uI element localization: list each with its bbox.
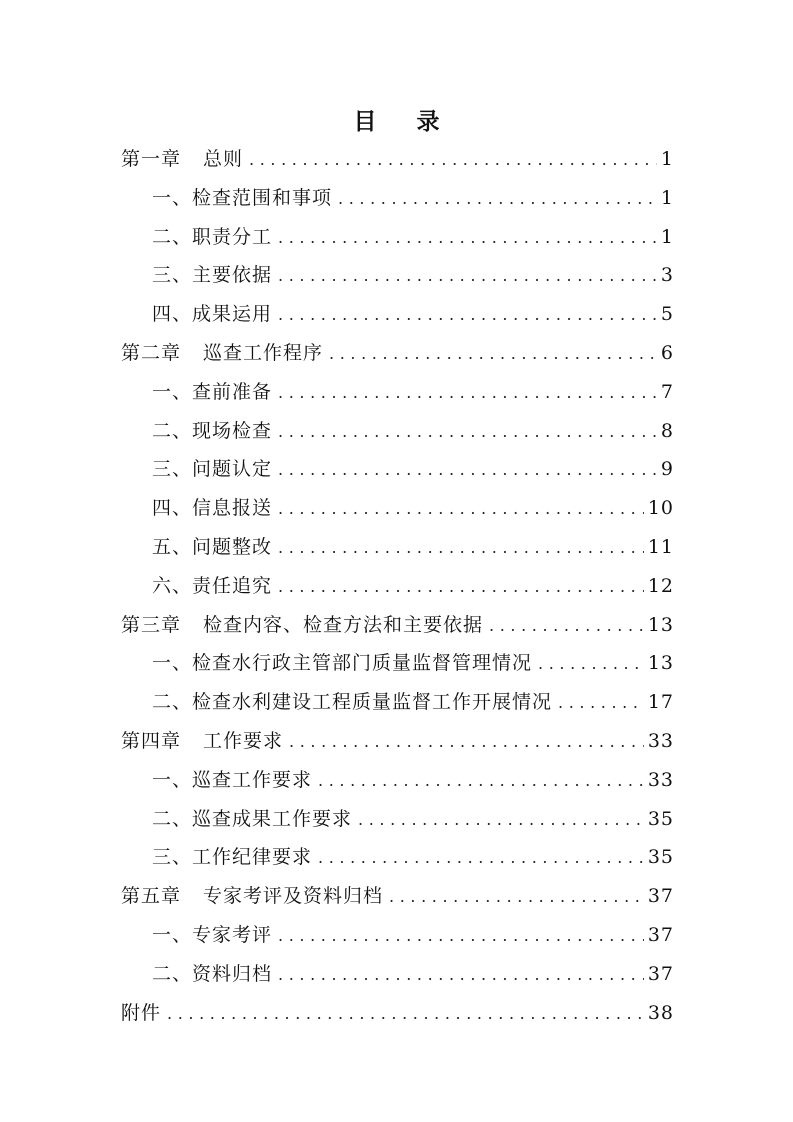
toc-section-row[interactable] <box>121 528 674 567</box>
toc-chapter-row[interactable] <box>121 877 674 916</box>
page-title: 目 录 <box>353 109 456 135</box>
toc-section-row[interactable] <box>121 179 674 218</box>
toc-section-row[interactable] <box>121 373 674 412</box>
toc-chapter-row[interactable] <box>121 722 674 761</box>
toc-entry-text: 二、职责分工 <box>152 225 273 248</box>
toc-entry-text: 四、信息报送 <box>152 497 273 520</box>
toc-leader-dots <box>318 762 644 801</box>
toc-chapter-row[interactable] <box>121 334 674 373</box>
toc-leader-dots <box>329 335 657 374</box>
toc-leader-dots <box>538 645 644 684</box>
toc-page-number: 1 <box>660 225 674 248</box>
toc-entry-text: 一、巡查工作要求 <box>152 768 313 791</box>
toc-page-number: 17 <box>647 691 674 714</box>
toc-chapter-row[interactable] <box>121 140 674 179</box>
toc-entry-text: 巡查工作程序 <box>203 341 324 364</box>
toc-section-row[interactable] <box>121 256 674 295</box>
toc-section-row[interactable] <box>121 800 674 839</box>
toc-leader-dots <box>558 684 644 723</box>
toc-entry-text: 工作要求 <box>203 729 284 752</box>
toc-page-number: 35 <box>647 807 674 830</box>
toc-chapter-number: 第二章 <box>121 341 182 364</box>
toc-entry-text: 一、专家考评 <box>152 923 273 946</box>
toc-chapter-row[interactable] <box>121 606 674 645</box>
toc-page-number: 13 <box>647 652 674 675</box>
toc-entry-text: 三、主要依据 <box>152 264 273 287</box>
toc-page-number: 37 <box>647 923 674 946</box>
toc-entry-text: 五、问题整改 <box>152 535 273 558</box>
toc-section-row[interactable] <box>121 450 674 489</box>
toc-chapter-label <box>121 140 243 179</box>
toc-page-number: 38 <box>647 1001 674 1024</box>
toc-page-number: 33 <box>647 729 674 752</box>
toc-entry-text: 三、问题认定 <box>152 458 273 481</box>
toc-appendix-row[interactable] <box>121 994 674 1033</box>
toc-entry-text: 三、工作纪律要求 <box>152 846 313 869</box>
toc-entry-text: 专家考评及资料归档 <box>203 885 384 908</box>
toc-page-number: 37 <box>647 962 674 985</box>
toc-chapter-number: 第三章 <box>121 613 182 636</box>
toc-leader-dots <box>489 607 644 646</box>
toc-page-number: 35 <box>647 846 674 869</box>
toc-leader-dots <box>338 180 657 219</box>
toc-chapter-label <box>121 334 323 373</box>
toc-section-row[interactable] <box>121 761 674 800</box>
toc-section-row[interactable] <box>121 955 674 994</box>
toc-leader-dots <box>289 723 644 762</box>
toc-entry-text: 二、检查水利建设工程质量监督工作开展情况 <box>152 691 553 714</box>
table-of-contents <box>121 140 674 1032</box>
toc-leader-dots <box>278 568 644 607</box>
toc-leader-dots <box>278 413 657 452</box>
toc-entry-text: 四、成果运用 <box>152 303 273 326</box>
toc-leader-dots <box>167 995 644 1034</box>
toc-entry-text: 二、巡查成果工作要求 <box>152 807 353 830</box>
toc-entry-text: 一、检查范围和事项 <box>152 186 333 209</box>
toc-page-number: 13 <box>647 613 674 636</box>
toc-leader-dots <box>278 219 657 258</box>
toc-section-row[interactable] <box>121 295 674 334</box>
toc-page-number: 11 <box>647 535 674 558</box>
toc-leader-dots <box>249 141 657 180</box>
toc-entry-text: 六、责任追究 <box>152 574 273 597</box>
toc-leader-dots <box>318 839 644 878</box>
toc-page-number: 1 <box>660 148 674 170</box>
toc-leader-dots <box>278 529 644 568</box>
toc-entry-text: 总则 <box>203 148 244 170</box>
toc-chapter-label <box>121 606 483 645</box>
toc-chapter-number: 第四章 <box>121 729 182 752</box>
toc-leader-dots <box>278 917 644 956</box>
toc-page-number: 9 <box>660 458 674 481</box>
toc-appendix-label: 附件 <box>121 1001 162 1024</box>
toc-page-number: 1 <box>660 186 674 209</box>
toc-section-row[interactable] <box>121 683 674 722</box>
toc-leader-dots <box>278 451 657 490</box>
toc-entry-text: 二、资料归档 <box>152 962 273 985</box>
toc-section-row[interactable] <box>121 218 674 257</box>
toc-entry-text: 检查内容、检查方法和主要依据 <box>203 613 484 636</box>
toc-section-row[interactable] <box>121 838 674 877</box>
toc-entry-text: 一、检查水行政主管部门质量监督管理情况 <box>152 652 533 675</box>
toc-leader-dots <box>358 801 644 840</box>
toc-page-number: 7 <box>660 380 674 403</box>
toc-section-row[interactable] <box>121 567 674 606</box>
toc-page-number: 12 <box>647 574 674 597</box>
toc-page-number: 8 <box>660 419 674 442</box>
toc-leader-dots <box>389 878 644 917</box>
toc-page-number: 5 <box>660 303 674 326</box>
toc-page-number: 33 <box>647 768 674 791</box>
toc-leader-dots <box>278 956 644 995</box>
toc-leader-dots <box>278 257 657 296</box>
toc-chapter-label <box>121 877 383 916</box>
toc-entry-text: 二、现场检查 <box>152 419 273 442</box>
toc-page-number: 6 <box>660 341 674 364</box>
toc-page-number: 37 <box>647 885 674 908</box>
toc-leader-dots <box>278 296 657 335</box>
toc-leader-dots <box>278 490 644 529</box>
toc-section-row[interactable] <box>121 412 674 451</box>
toc-entry-text: 一、查前准备 <box>152 380 273 403</box>
toc-chapter-label <box>121 722 283 761</box>
toc-section-row[interactable] <box>121 916 674 955</box>
toc-chapter-number: 第五章 <box>121 885 182 908</box>
toc-leader-dots <box>278 374 657 413</box>
toc-page-number: 3 <box>660 264 674 287</box>
toc-section-row[interactable] <box>121 489 674 528</box>
toc-section-row[interactable] <box>121 644 674 683</box>
toc-chapter-number: 第一章 <box>121 148 182 170</box>
toc-page-number: 10 <box>647 497 674 520</box>
